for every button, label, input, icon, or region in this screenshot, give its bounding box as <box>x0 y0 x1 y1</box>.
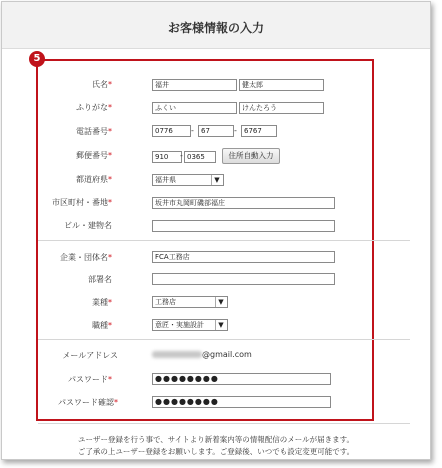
address-autofill-button[interactable]: 住所自動入力 <box>222 148 280 164</box>
chevron-down-icon: ▼ <box>215 297 226 307</box>
section-divider <box>38 240 410 241</box>
phone-separator-1: - <box>191 126 194 135</box>
chevron-down-icon: ▼ <box>215 320 226 330</box>
first-name-input[interactable]: 健太郎 <box>239 79 324 91</box>
notice-line-1: ユーザー登録を行う事で、サイトより新着案内等の情報配信のメールが届きます。 <box>77 435 355 444</box>
email-value: @gmail.com <box>152 350 252 359</box>
furigana-first-input[interactable]: けんたろう <box>239 102 324 114</box>
company-input[interactable]: FCA工務店 <box>152 251 335 263</box>
phone-part1-input[interactable]: 0776 <box>152 125 191 137</box>
page-title: お客様情報の入力 <box>167 21 264 35</box>
prefecture-label: 都道府県* <box>76 175 112 184</box>
building-input[interactable] <box>152 220 335 232</box>
section-divider <box>38 423 410 424</box>
postal-separator: - <box>180 151 183 160</box>
phone-separator-2: - <box>234 126 237 135</box>
phone-part3-input[interactable]: 6767 <box>241 125 277 137</box>
password-confirm-label: パスワード確認* <box>58 398 118 407</box>
department-label: 部署名 <box>88 275 112 284</box>
department-input[interactable] <box>152 273 335 285</box>
company-label: 企業・団体名* <box>60 253 112 262</box>
industry-select[interactable]: 工務店 ▼ <box>152 296 228 308</box>
notice-line-2: ご了承の上ユーザー登録をお願いします。ご登録後、いつでも設定変更可能です。 <box>77 447 355 456</box>
city-input[interactable]: 坂井市丸岡町磯部福庄 <box>152 197 335 209</box>
prefecture-select[interactable]: 福井県 ▼ <box>152 174 224 186</box>
form-window <box>1 1 431 460</box>
name-label: 氏名* <box>92 80 112 89</box>
postal-label: 郵便番号* <box>76 151 112 160</box>
chevron-down-icon: ▼ <box>211 175 222 185</box>
phone-label: 電話番号* <box>76 127 112 136</box>
city-label: 市区町村・番地* <box>52 198 112 207</box>
masked-email-user <box>152 351 202 358</box>
step-badge: 5 <box>29 51 45 67</box>
furigana-label: ふりがな* <box>76 103 112 112</box>
postal-part2-input[interactable]: 0365 <box>184 151 216 163</box>
password-confirm-input[interactable]: ●●●●●●●● <box>152 396 331 408</box>
job-select[interactable]: 意匠・実施設計 ▼ <box>152 319 228 331</box>
furigana-last-input[interactable]: ふくい <box>152 102 237 114</box>
last-name-input[interactable]: 福井 <box>152 79 237 91</box>
phone-part2-input[interactable]: 67 <box>198 125 234 137</box>
industry-label: 業種* <box>92 298 112 307</box>
page-header <box>2 2 430 49</box>
postal-part1-input[interactable]: 910 <box>152 151 182 163</box>
job-label: 職種* <box>92 321 112 330</box>
section-divider <box>38 339 410 340</box>
password-label: パスワード* <box>68 375 112 384</box>
building-label: ビル・建物名 <box>64 221 112 230</box>
password-input[interactable]: ●●●●●●●● <box>152 373 331 385</box>
email-label: メールアドレス <box>62 351 118 360</box>
